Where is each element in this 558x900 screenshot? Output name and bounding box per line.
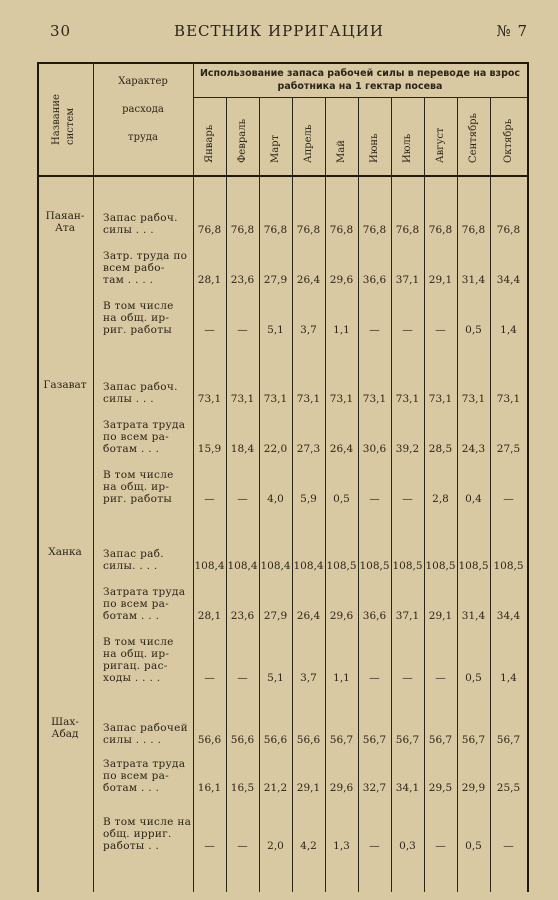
table-cell: 3,7 [300, 324, 317, 336]
table-cell: 34,4 [496, 610, 521, 622]
table-cell: 0,5 [465, 324, 482, 336]
row-label: ригац. рас- [103, 660, 168, 672]
row-label: Затрата труда [103, 586, 186, 598]
system-name: Ата [54, 222, 76, 234]
table-cell: 3,7 [300, 672, 317, 684]
table-cell: 73,1 [428, 393, 453, 405]
table-cell: 4,2 [300, 840, 317, 852]
row-label: Запас рабочей [103, 722, 188, 734]
row-label: силы . . . . [103, 734, 162, 746]
table-cell: 29,1 [296, 782, 321, 794]
table-cell: — [237, 493, 248, 505]
table-cell: 0,4 [465, 493, 482, 505]
table-cell: 27,9 [263, 274, 288, 286]
table-cell: 26,4 [296, 610, 321, 622]
character-column-header: расхода [122, 104, 164, 115]
row-label: В том числе [103, 636, 174, 648]
month-header-10: Октябрь [502, 118, 514, 163]
row-label: Запас раб. [103, 548, 164, 560]
table-cell: 34,4 [496, 274, 521, 286]
month-header-7: Июль [401, 133, 413, 163]
row-label: В том числе на [103, 816, 192, 828]
table-cell: 108,5 [326, 560, 357, 572]
table-cell: 29,6 [329, 782, 354, 794]
table-cell: 36,6 [362, 610, 387, 622]
table-cell: 1,3 [333, 840, 350, 852]
system-name: Ханка [48, 546, 82, 558]
row-label: по всем ра- [103, 431, 169, 443]
running-header [0, 22, 558, 42]
table-column-rule [193, 62, 194, 892]
table-rule [193, 97, 527, 98]
table-cell: 1,1 [333, 324, 350, 336]
table-cell: 27,3 [296, 443, 321, 455]
table-cell: 34,1 [395, 782, 420, 794]
table-cell: 0,5 [333, 493, 350, 505]
table-rule [37, 62, 527, 64]
table-cell: 56,7 [428, 734, 453, 746]
table-cell: 108,4 [227, 560, 258, 572]
row-label: ботам . . . [103, 782, 160, 794]
table-cell: 73,1 [461, 393, 486, 405]
character-column-header: труда [128, 132, 158, 143]
table-cell: 37,1 [395, 274, 420, 286]
table-cell: 56,7 [362, 734, 387, 746]
table-cell: 73,1 [496, 393, 521, 405]
table-cell: — [237, 324, 248, 336]
table-cell: 26,4 [329, 443, 354, 455]
table-rule [37, 175, 527, 177]
table-cell: 76,8 [395, 224, 420, 236]
table-cell: 28,5 [428, 443, 453, 455]
table-cell: 108,5 [359, 560, 390, 572]
table-cell: 56,7 [395, 734, 420, 746]
table-cell: 56,6 [197, 734, 222, 746]
table-cell: — [237, 840, 248, 852]
table-cell: 2,0 [267, 840, 284, 852]
table-cell: 23,6 [230, 610, 255, 622]
table-cell: 76,8 [428, 224, 453, 236]
row-label: Запас рабоч. [103, 212, 178, 224]
table-cell: 25,5 [496, 782, 521, 794]
row-label: риг. работы [103, 493, 172, 505]
row-label: по всем ра- [103, 598, 169, 610]
row-label: Запас рабоч. [103, 381, 178, 393]
table-cell: 73,1 [395, 393, 420, 405]
table-cell: 31,4 [461, 610, 486, 622]
table-cell: 76,8 [296, 224, 321, 236]
table-cell: 73,1 [263, 393, 288, 405]
table-cell: — [369, 840, 380, 852]
system-name: Паяан- [45, 210, 85, 222]
table-cell: 76,8 [197, 224, 222, 236]
table-cell: 56,6 [263, 734, 288, 746]
row-label: ходы . . . . [103, 672, 161, 684]
month-header-6: Июнь [368, 133, 380, 163]
table-cell: 1,4 [500, 324, 517, 336]
table-cell: 73,1 [329, 393, 354, 405]
table-cell: — [237, 672, 248, 684]
issue-number: № 7 [496, 22, 528, 40]
row-label: В том числе [103, 469, 174, 481]
table-cell: 24,3 [461, 443, 486, 455]
table-cell: 76,8 [263, 224, 288, 236]
table-cell: 108,4 [293, 560, 324, 572]
row-label: силы . . . [103, 393, 154, 405]
table-cell: — [204, 324, 215, 336]
table-cell: 73,1 [197, 393, 222, 405]
table-cell: 28,1 [197, 274, 222, 286]
table-cell: — [402, 324, 413, 336]
row-label: на общ. ир- [103, 648, 170, 660]
table-cell: 15,9 [197, 443, 222, 455]
table-column-rule [527, 62, 529, 892]
table-cell: — [204, 840, 215, 852]
table-cell: 1,1 [333, 672, 350, 684]
month-header-9: Сентябрь [467, 113, 479, 163]
table-cell: 108,5 [392, 560, 423, 572]
row-label: риг. работы [103, 324, 172, 336]
table-cell: 73,1 [296, 393, 321, 405]
table-cell: 56,7 [496, 734, 521, 746]
table-cell: 4,0 [267, 493, 284, 505]
month-header-4: Апрель [302, 124, 314, 163]
page-number: 30 [50, 22, 72, 40]
usage-group-header: Использование запаса рабочей силы в переводе на взрос [199, 68, 521, 79]
table-cell: 26,4 [296, 274, 321, 286]
row-label: всем рабо- [103, 262, 165, 274]
row-label: силы . . . [103, 224, 154, 236]
row-label: В том числе [103, 300, 174, 312]
table-cell: 0,5 [465, 672, 482, 684]
table-cell: — [204, 672, 215, 684]
table-cell: 108,5 [458, 560, 489, 572]
table-cell: 76,8 [362, 224, 387, 236]
table-cell: 30,6 [362, 443, 387, 455]
table-cell: 29,5 [428, 782, 453, 794]
table-cell: 73,1 [230, 393, 255, 405]
table-cell: 0,3 [399, 840, 416, 852]
month-header-1: Январь [203, 124, 215, 163]
table-cell: — [435, 324, 446, 336]
row-label: силы. . . . [103, 560, 158, 572]
table-cell: 56,6 [230, 734, 255, 746]
table-cell: 56,7 [329, 734, 354, 746]
table-cell: 2,8 [432, 493, 449, 505]
table-cell: 39,2 [395, 443, 420, 455]
table-cell: — [369, 672, 380, 684]
table-cell: 16,1 [197, 782, 222, 794]
row-label: ботам . . . [103, 610, 160, 622]
system-column-header: Название [51, 94, 62, 145]
table-cell: 108,4 [194, 560, 225, 572]
table-cell: 76,8 [461, 224, 486, 236]
row-label: там . . . . [103, 274, 154, 286]
table-cell: 28,1 [197, 610, 222, 622]
table-cell: — [369, 324, 380, 336]
table-cell: — [402, 672, 413, 684]
table-cell: 22,0 [263, 443, 288, 455]
table-cell: 1,4 [500, 672, 517, 684]
system-name: Шах- [51, 716, 79, 728]
table-cell: 36,6 [362, 274, 387, 286]
table-cell: 27,5 [496, 443, 521, 455]
table-cell: — [402, 493, 413, 505]
table-cell: 23,6 [230, 274, 255, 286]
system-name: Газават [43, 379, 87, 391]
table-cell: 0,5 [465, 840, 482, 852]
table-cell: 108,4 [260, 560, 291, 572]
table-cell: 76,8 [496, 224, 521, 236]
row-label: ботам . . . [103, 443, 160, 455]
table-cell: 108,5 [493, 560, 524, 572]
table-cell: 29,1 [428, 274, 453, 286]
row-label: на общ. ир- [103, 481, 170, 493]
table-cell: — [503, 493, 514, 505]
table-cell: 31,4 [461, 274, 486, 286]
table-cell: 56,7 [461, 734, 486, 746]
table-cell: — [435, 672, 446, 684]
row-label: Затр. труда по [103, 250, 188, 262]
table-cell: 5,9 [300, 493, 317, 505]
table-cell: 29,9 [461, 782, 486, 794]
month-header-8: Август [434, 127, 446, 163]
table-cell: — [369, 493, 380, 505]
month-header-3: Март [269, 134, 281, 163]
row-label: работы . . [103, 840, 160, 852]
table-cell: 27,9 [263, 610, 288, 622]
table-cell: 76,8 [329, 224, 354, 236]
row-label: Затрата труда [103, 758, 186, 770]
table-cell: — [204, 493, 215, 505]
table-cell: 29,6 [329, 610, 354, 622]
table-cell: 5,1 [267, 324, 284, 336]
table-cell: 21,2 [263, 782, 288, 794]
character-column-header: Характер [118, 76, 168, 87]
table-cell: 108,5 [425, 560, 456, 572]
table-cell: 29,1 [428, 610, 453, 622]
table-cell: 16,5 [230, 782, 255, 794]
table-cell: 32,7 [362, 782, 387, 794]
table-cell: — [435, 840, 446, 852]
table-cell: 56,6 [296, 734, 321, 746]
row-label: по всем ра- [103, 770, 169, 782]
table-cell: 37,1 [395, 610, 420, 622]
usage-group-header: работника на 1 гектар посева [277, 81, 443, 92]
table-column-rule [93, 62, 94, 892]
system-column-header: систем [65, 107, 76, 145]
table-cell: 5,1 [267, 672, 284, 684]
month-header-2: Февраль [236, 118, 248, 163]
table-column-rule [37, 62, 39, 892]
row-label: на общ. ир- [103, 312, 170, 324]
month-header-5: Май [335, 140, 347, 163]
table-cell: 73,1 [362, 393, 387, 405]
table-cell: 29,6 [329, 274, 354, 286]
row-label: Затрата труда [103, 419, 186, 431]
table-cell: 18,4 [230, 443, 255, 455]
row-label: общ. ирриг. [103, 828, 172, 840]
system-name: Абад [51, 728, 79, 740]
journal-title: ВЕСТНИК ИРРИГАЦИИ [174, 22, 384, 40]
table-cell: — [503, 840, 514, 852]
table-cell: 76,8 [230, 224, 255, 236]
